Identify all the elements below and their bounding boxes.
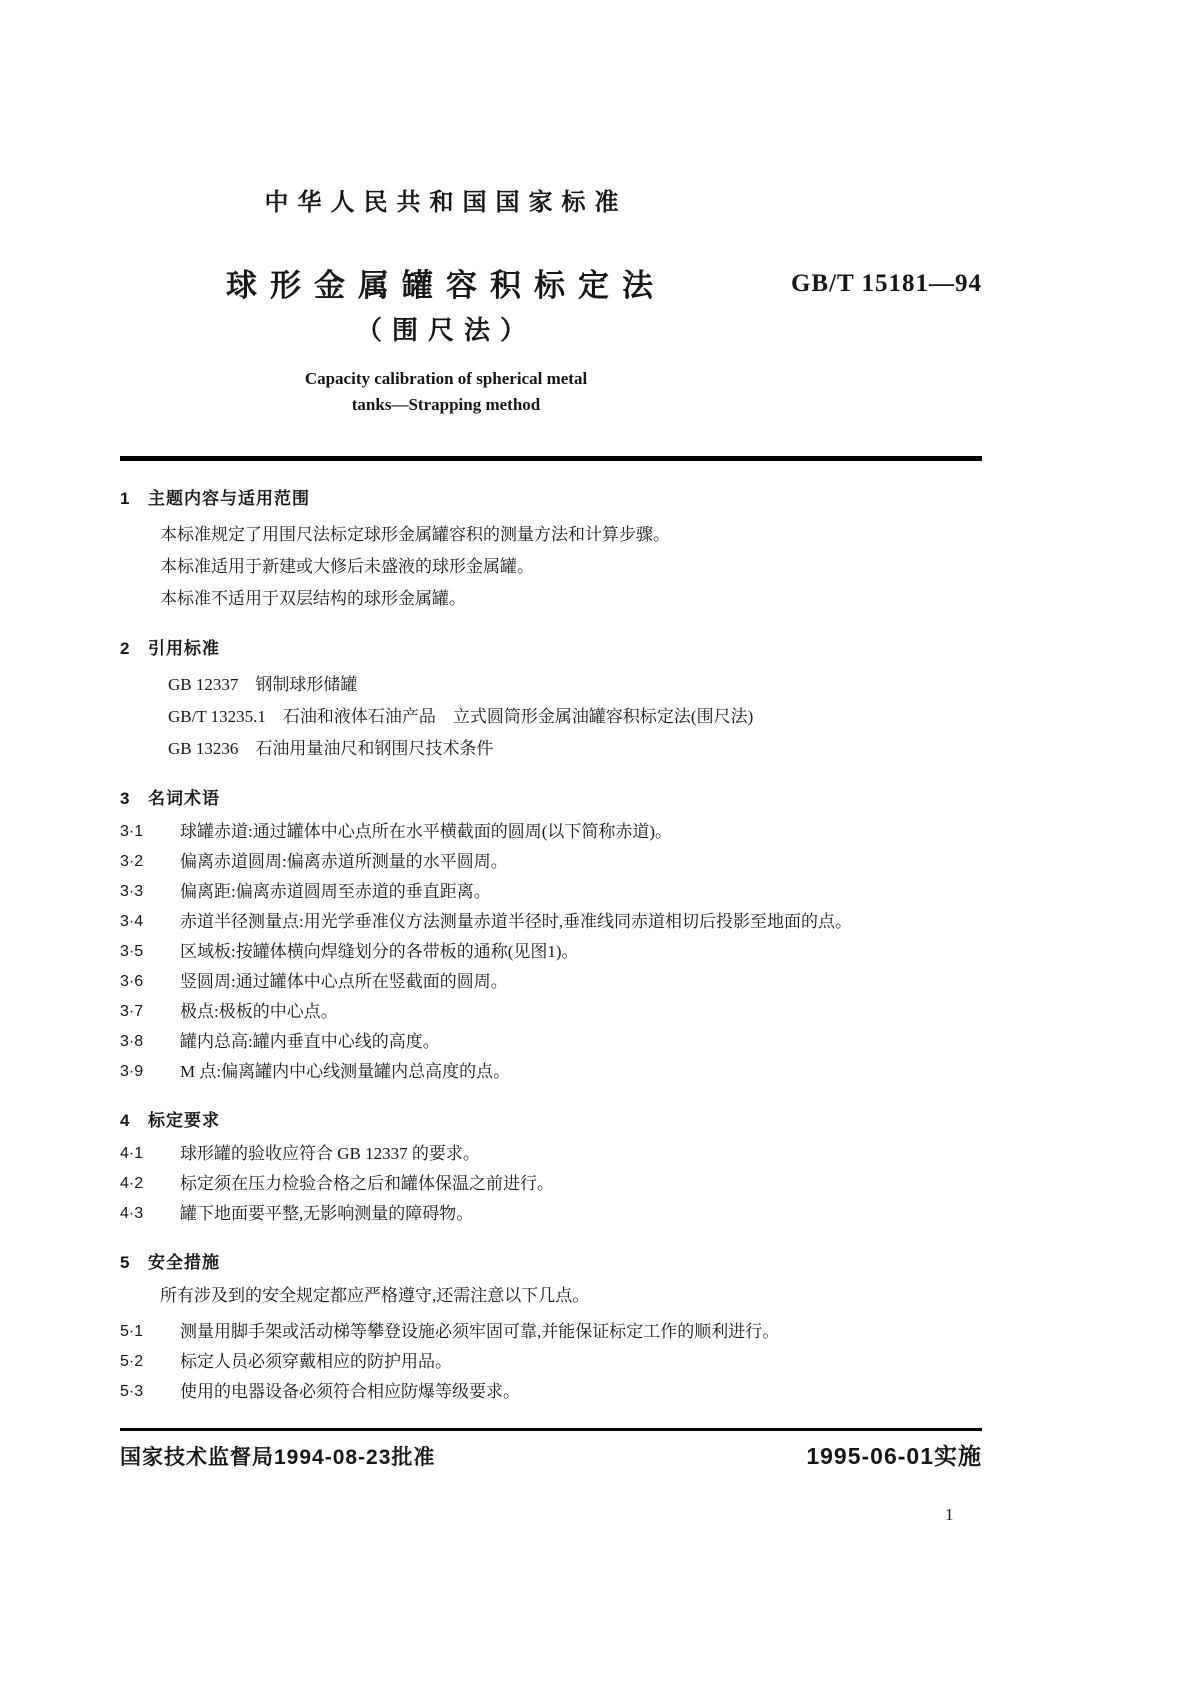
clause-number: 3·1 [120,823,144,840]
clause-number: 3·9 [120,1063,144,1080]
clause-number: 3·7 [120,1003,144,1020]
section-number: 4 [120,1111,131,1130]
clause-row [120,1169,982,1199]
header-divider-rule [120,456,982,461]
clause-number: 3·5 [120,943,144,960]
section-heading-4 [120,1109,982,1133]
section-number: 3 [120,789,131,808]
document-subtitle-cn: （围尺法） [355,315,536,345]
clause-row [120,937,982,967]
clause-row [120,1377,982,1407]
document-title-en-line1: Capacity calibration of spherical metal [304,369,588,388]
clause-number: 3·6 [120,973,144,990]
section-title: 名词术语 [148,789,220,808]
section-5-body [120,1317,982,1407]
section-3-body [120,817,982,1087]
clause-row [120,1139,982,1169]
paragraph: 本标准规定了用围尺法标定球形金属罐容积的测量方法和计算步骤。 [160,525,670,544]
clause-number: 3·3 [120,883,144,900]
clause-number: 4·3 [120,1205,144,1222]
section-title: 标定要求 [148,1111,220,1130]
clause-number: 3·4 [120,913,144,930]
title-row [120,264,982,308]
clause-text: 标定人员必须穿戴相应的防护用品。 [180,1352,452,1371]
clause-row [120,877,982,907]
section-heading-2 [120,637,982,661]
clause-number: 4·2 [120,1175,144,1192]
clause-text: 标定须在压力检验合格之后和罐体保温之前进行。 [180,1174,554,1193]
clause-text: 竖圆周:通过罐体中心点所在竖截面的圆周。 [180,972,508,991]
section-title: 引用标准 [148,639,220,658]
paragraph: 本标准适用于新建或大修后未盛液的球形金属罐。 [160,557,534,576]
clause-number: 5·3 [120,1383,144,1400]
clause-number: 5·2 [120,1353,144,1370]
clause-number: 5·1 [120,1323,144,1340]
clause-text: 罐内总高:罐内垂直中心线的高度。 [180,1032,440,1051]
section-5-intro: 所有涉及到的安全规定都应严格遵守,还需注意以下几点。 [160,1286,590,1305]
clause-row [120,967,982,997]
approval-text: 国家技术监督局1994-08-23批准 [120,1446,436,1469]
clause-text: 极点:极板的中心点。 [180,1002,338,1021]
clause-text: 偏离距:偏离赤道圆周至赤道的垂直距离。 [180,882,491,901]
clause-row [120,1317,982,1347]
clause-row [120,1199,982,1229]
section-number: 5 [120,1253,131,1272]
clause-number: 3·2 [120,853,144,870]
section-heading-3 [120,787,982,811]
national-standard-label: 中华人民共和国国家标准 [264,189,628,216]
clause-row [120,1057,982,1087]
clause-row [120,997,982,1027]
clause-row [120,847,982,877]
clause-text: 区域板:按罐体横向焊缝划分的各带板的通称(见图1)。 [180,942,579,961]
clause-text: 测量用脚手架或活动梯等攀登设施必须牢固可靠,并能保证标定工作的顺利进行。 [180,1322,780,1341]
section-2-body [120,669,982,765]
reference-item: GB/T 13235.1 石油和液体石油产品 立式圆筒形金属油罐容积标定法(围尺法) [168,707,754,726]
section-4-body [120,1139,982,1229]
document-title-cn: 球形金属罐容积标定法 [226,268,666,303]
clause-row [120,1027,982,1057]
section-title: 安全措施 [148,1253,220,1272]
clause-text: 赤道半径测量点:用光学垂准仪方法测量赤道半径时,垂准线同赤道相切后投影至地面的点。 [180,912,852,931]
section-number: 2 [120,639,131,658]
clause-number: 4·1 [120,1145,144,1162]
page-number: 1 [945,1505,954,1524]
clause-text: 罐下地面要平整,无影响测量的障碍物。 [180,1204,474,1223]
clause-row [120,1347,982,1377]
footer-divider-rule [120,1428,982,1431]
section-heading-1 [120,487,982,511]
section-title: 主题内容与适用范围 [148,489,310,508]
clause-number: 3·8 [120,1033,144,1050]
section-number: 1 [120,489,131,508]
document-title-en-line2: tanks—Strapping method [351,395,541,414]
paragraph: 本标准不适用于双层结构的球形金属罐。 [160,589,466,608]
reference-item: GB 12337 钢制球形储罐 [168,675,358,694]
reference-item: GB 13236 石油用量油尺和钢围尺技术条件 [168,739,494,758]
clause-row [120,907,982,937]
standard-code: GB/T 15181—94 [790,270,982,297]
clause-text: 球罐赤道:通过罐体中心点所在水平横截面的圆周(以下简称赤道)。 [180,822,673,841]
clause-text: 球形罐的验收应符合 GB 12337 的要求。 [180,1144,480,1163]
clause-text: M 点:偏离罐内中心线测量罐内总高度的点。 [180,1062,511,1081]
clause-text: 偏离赤道圆周:偏离赤道所测量的水平圆周。 [180,852,508,871]
section-1-body [120,519,982,615]
document-content [120,0,982,1407]
clause-row [120,817,982,847]
clause-text: 使用的电器设备必须符合相应防爆等级要求。 [180,1382,520,1401]
implementation-text: 1995-06-01实施 [806,1443,982,1469]
footer [120,1438,982,1471]
section-heading-5 [120,1251,982,1275]
